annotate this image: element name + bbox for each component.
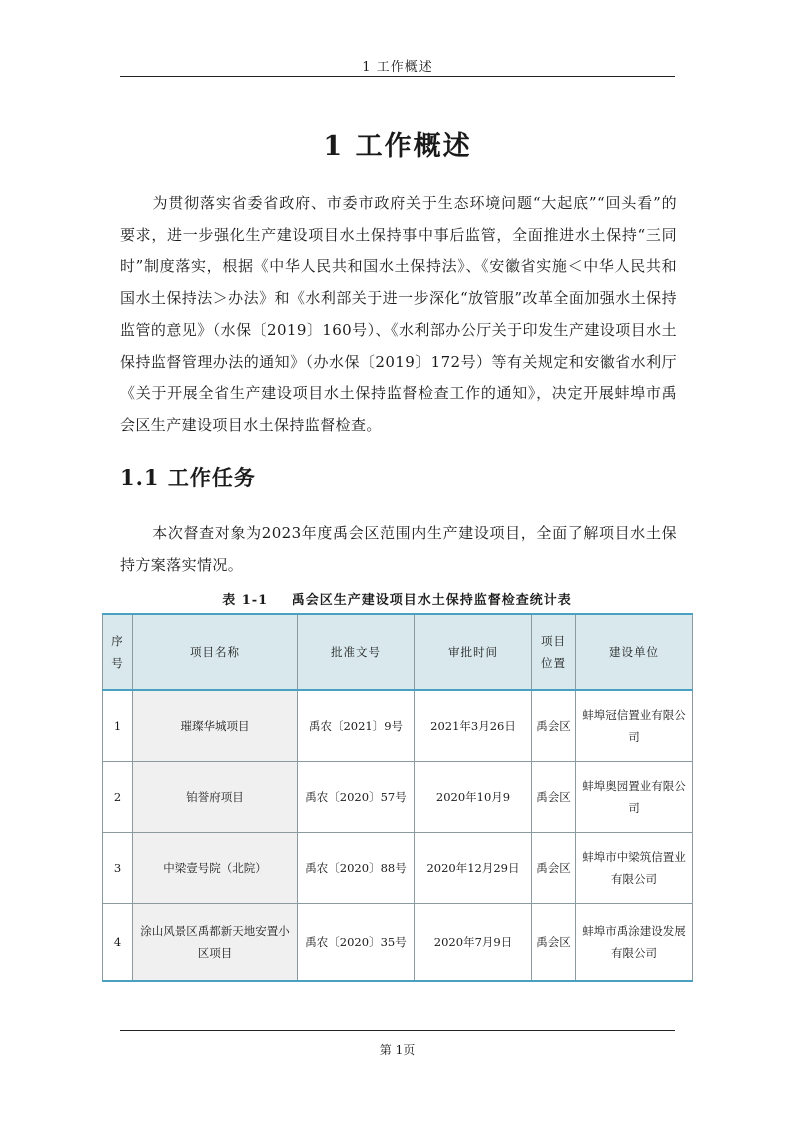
page-number: 第 1页 — [379, 1043, 416, 1057]
table-cell: 禹会区 — [532, 904, 576, 982]
table-cell: 禹农〔2020〕35号 — [298, 904, 415, 982]
table-cell: 2020年10月9 — [415, 762, 532, 833]
table-header-cell: 批准文号 — [298, 614, 415, 690]
intro-paragraph — [120, 188, 677, 442]
table-cell: 2 — [103, 762, 133, 833]
table-row — [103, 833, 693, 904]
table-header-cell: 审批时间 — [415, 614, 532, 690]
table-header-cell: 项目名称 — [133, 614, 298, 690]
section-paragraph — [120, 518, 677, 581]
table-cell: 2021年3月26日 — [415, 690, 532, 762]
table-cell: 4 — [103, 904, 133, 982]
section-heading: 1.1 工作任务 — [120, 465, 256, 490]
table-header-cell: 序号 — [103, 614, 133, 690]
table-cell: 蚌埠奥园置业有限公司 — [576, 762, 693, 833]
header-rule — [120, 76, 675, 77]
intro-paragraph-text: 为贯彻落实省委省政府、市委市政府关于生态环境问题“大起底”“回头看”的要求，进一步强化生产建设项目水土保持事中事后监管，全面推进水土保持“三同时”制度落实，根据《中华人民共和国水土保持法》、《安徽省实施＜中华人民共和国水土保持法＞办法》和《水利部关于进一步深化“放管服”改革全面加强水土保持监管的意见》（水保〔2019〕160号）、《水利部办公厅关于印发生产建设项目水土保持监督管理办法的通知》（办水保〔2019〕172号）等有关规定和安徽省水利厅《关于开展全省生产建设项目水土保持监督检查工作的通知》，决定开展蚌埠市禹会区生产建设项目水土保持监督检查。 — [120, 194, 677, 434]
table-cell: 1 — [103, 690, 133, 762]
table-cell: 蚌埠市禹涂建设发展有限公司 — [576, 904, 693, 982]
table-cell: 禹农〔2020〕88号 — [298, 833, 415, 904]
table-cell: 铂誉府项目 — [133, 762, 298, 833]
statistics-table — [102, 613, 693, 982]
section-paragraph-text: 本次督查对象为2023年度禹会区范围内生产建设项目，全面了解项目水土保持方案落实情况。 — [120, 524, 677, 574]
chapter-title: 1 工作概述 — [323, 131, 472, 162]
table-caption — [102, 589, 692, 608]
table-caption-title: 禹会区生产建设项目水土保持监督检查统计表 — [291, 593, 572, 608]
table-cell: 禹会区 — [532, 833, 576, 904]
table-cell: 禹会区 — [532, 762, 576, 833]
table-cell: 禹会区 — [532, 690, 576, 762]
table-cell: 禹农〔2020〕57号 — [298, 762, 415, 833]
table-header-cell: 项目位置 — [532, 614, 576, 690]
table-cell: 涂山风景区禹都新天地安置小区项目 — [133, 904, 298, 982]
table-cell: 2020年12月29日 — [415, 833, 532, 904]
table-row — [103, 762, 693, 833]
table-cell: 蚌埠市中梁筑信置业有限公司 — [576, 833, 693, 904]
table-caption-number: 表 1-1 — [222, 593, 269, 608]
table-cell: 2020年7月9日 — [415, 904, 532, 982]
running-header: 1 工作概述 — [362, 60, 433, 75]
table-row — [103, 690, 693, 762]
footer-rule — [120, 1030, 675, 1031]
table-row — [103, 904, 693, 982]
table-cell: 蚌埠冠信置业有限公司 — [576, 690, 693, 762]
table-cell: 中梁壹号院（北院） — [133, 833, 298, 904]
table-header-cell: 建设单位 — [576, 614, 693, 690]
table-header-row — [103, 614, 693, 690]
table-cell: 禹农〔2021〕9号 — [298, 690, 415, 762]
table-cell: 3 — [103, 833, 133, 904]
table-cell: 璀璨华城项目 — [133, 690, 298, 762]
